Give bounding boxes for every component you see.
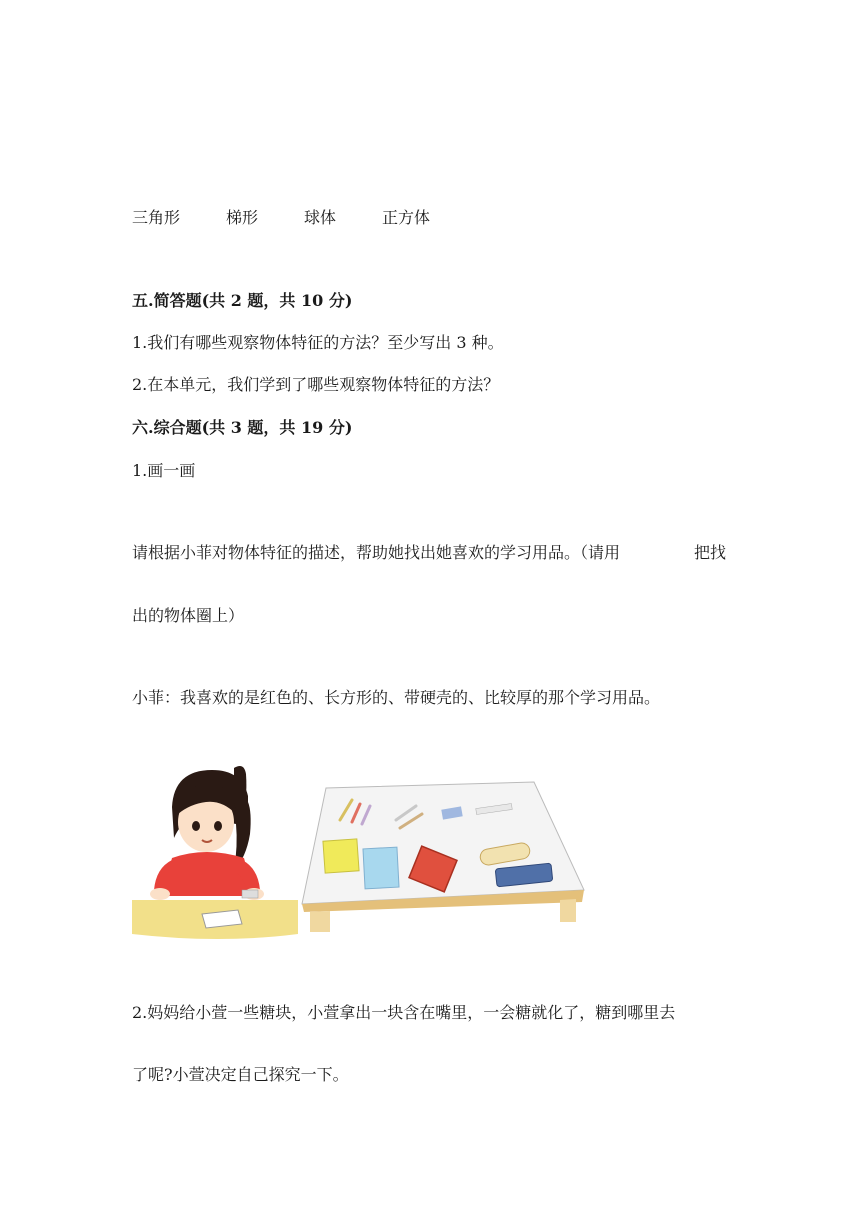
question-1-instruction-part-c: 出的物体圈上） <box>132 606 245 625</box>
yellow-notepad <box>323 839 359 873</box>
question-1-instruction-part-a: 请根据小菲对物体特征的描述，帮助她找出她喜欢的学习用品。（请用 <box>132 543 621 562</box>
option-trapezoid: 梯形 <box>226 208 259 227</box>
girl-right-eye <box>214 821 222 831</box>
girl-left-hand <box>150 888 170 900</box>
illustration-girl-and-table <box>130 762 590 942</box>
section-6-question-1-title: 1.画一画 <box>132 461 196 480</box>
section-6-question-2-line-b: 了呢?小萱决定自己探究一下。 <box>132 1065 349 1084</box>
eraser-in-hand <box>242 890 258 898</box>
table-leg-left <box>310 911 330 932</box>
section-6-heading: 六.综合题(共 3 题，共 19 分) <box>132 418 353 437</box>
section-5-heading: 五.简答题(共 2 题，共 10 分) <box>132 291 353 310</box>
question-1-instruction-part-b: 把找 <box>694 543 727 562</box>
section-5-question-1: 1.我们有哪些观察物体特征的方法？至少写出 3 种。 <box>132 333 504 352</box>
table-leg-right <box>560 899 576 922</box>
option-cube: 正方体 <box>382 208 431 227</box>
blue-plastic-bag <box>363 847 399 889</box>
xiaofei-quote: 小菲：我喜欢的是红色的、长方形的、带硬壳的、比较厚的那个学习用品。 <box>132 688 661 707</box>
section-5-question-2: 2.在本单元，我们学到了哪些观察物体特征的方法？ <box>132 375 500 394</box>
section-6-question-2-line-a: 2.妈妈给小萱一些糖块，小萱拿出一块含在嘴里，一会糖就化了，糖到哪里去 <box>132 1003 676 1022</box>
option-sphere: 球体 <box>304 208 337 227</box>
girl-left-eye <box>192 821 200 831</box>
option-triangle: 三角形 <box>132 208 181 227</box>
